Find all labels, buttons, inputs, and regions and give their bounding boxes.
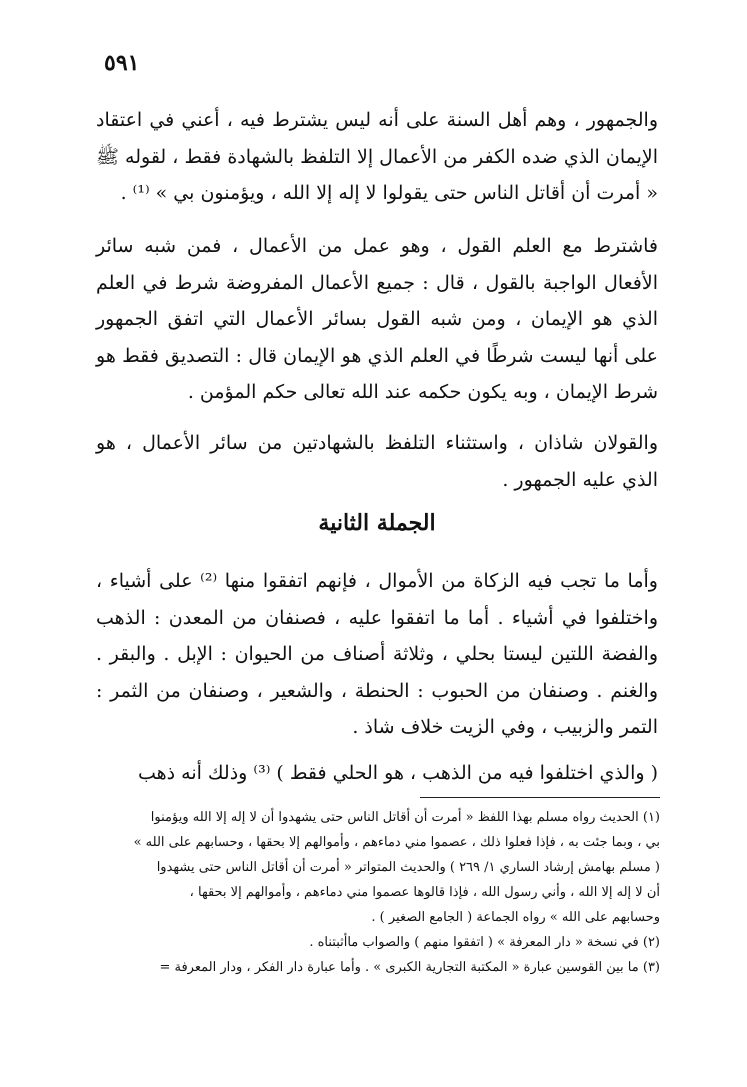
footnote-2: (٢) في نسخة « دار المعرفة » ( اتفقوا منهم ) والصواب ماأثبتناه . [309,935,660,950]
paragraph-2: فاشترط مع العلم القول ، وهو عمل من الأعمال ، فمن شبه سائر الأفعال الواجبة بالقول ، قال : جميع الأعمال المفروضة شرط في العلم الذي هو الإيمان ، ومن شبه القول بسائر الأعمال التي اتفق الجمهور على أنها ليست شرطًا في العلم الذي هو الإيمان قال : التصديق فقط هو شرط الإيمان ، وبه يكون حكمه عند الله تعالى حكم المؤمن . [96,235,658,403]
footnote-1-line-3: ( مسلم بهامش إرشاد الساري ١/ ٢٦٩ ) والحديث المتواتر « أمرت أن أقاتل الناس حتى يشهدوا [156,860,660,875]
paragraph-4: وأما ما تجب فيه الزكاة من الأموال ، فإنهم اتفقوا منها ⁽²⁾ على أشياء ، واختلفوا في أشياء . أما ما اتفقوا عليه ، فصنفان من المعدن : الذهب والفضة اللتين ليستا بحلي ، وثلاثة أصناف من الحيوان : الإبل . والبقر . والغنم . وصنفان من الحبوب : الحنطة ، والشعير ، وصنفان من الثمر : التمر والزبيب ، وفي الزيت خلاف شاذ . [96,570,658,738]
paragraph-1: والجمهور ، وهم أهل السنة على أنه ليس يشترط فيه ، أعني في اعتقاد الإيمان الذي ضده الكفر من الأعمال إلا التلفظ بالشهادة فقط ، لقوله ﷺ « أمرت أن أقاتل الناس حتى يقولوا لا إله إلا الله ، ويؤمنون بي » ⁽¹⁾ . [96,109,658,204]
paragraph-5: ( والذي اختلفوا فيه من الذهب ، هو الحلي فقط ) ⁽³⁾ وذلك أنه ذهب [137,762,658,784]
footnotes [96,805,660,980]
footnote-1-line-1: (١) الحديث رواه مسلم بهذا اللفظ « أمرت أن أقاتل الناس حتى يشهدوا أن لا إله إلا الله ويؤمنوا [150,810,660,825]
page-number: ٥٩١ [104,50,140,76]
footnote-1-line-5: وحسابهم على الله » رواه الجماعة ( الجامع الصغير ) . [371,910,660,925]
section-heading: الجملة الثانية [318,510,436,536]
footnote-3: (٣) ما بين القوسين عبارة « المكتبة التجارية الكبرى » . وأما عبارة دار الفكر ، ودار المعرفة = [159,960,660,975]
paragraph-3: والقولان شاذان ، واستثناء التلفظ بالشهادتين من سائر الأعمال ، هو الذي عليه الجمهور . [96,432,658,491]
footnote-separator [420,797,660,798]
footnote-1-line-2: بي ، وبما جئت به ، فإذا فعلوا ذلك ، عصموا مني دماءهم ، وأموالهم إلا بحقها ، وحسابهم على الله » [133,835,660,850]
footnote-1-line-4: أن لا إله إلا الله ، وأني رسول الله ، فإذا قالوها عصموا مني دماءهم ، وأموالهم إلا بحقها ، [189,885,660,900]
